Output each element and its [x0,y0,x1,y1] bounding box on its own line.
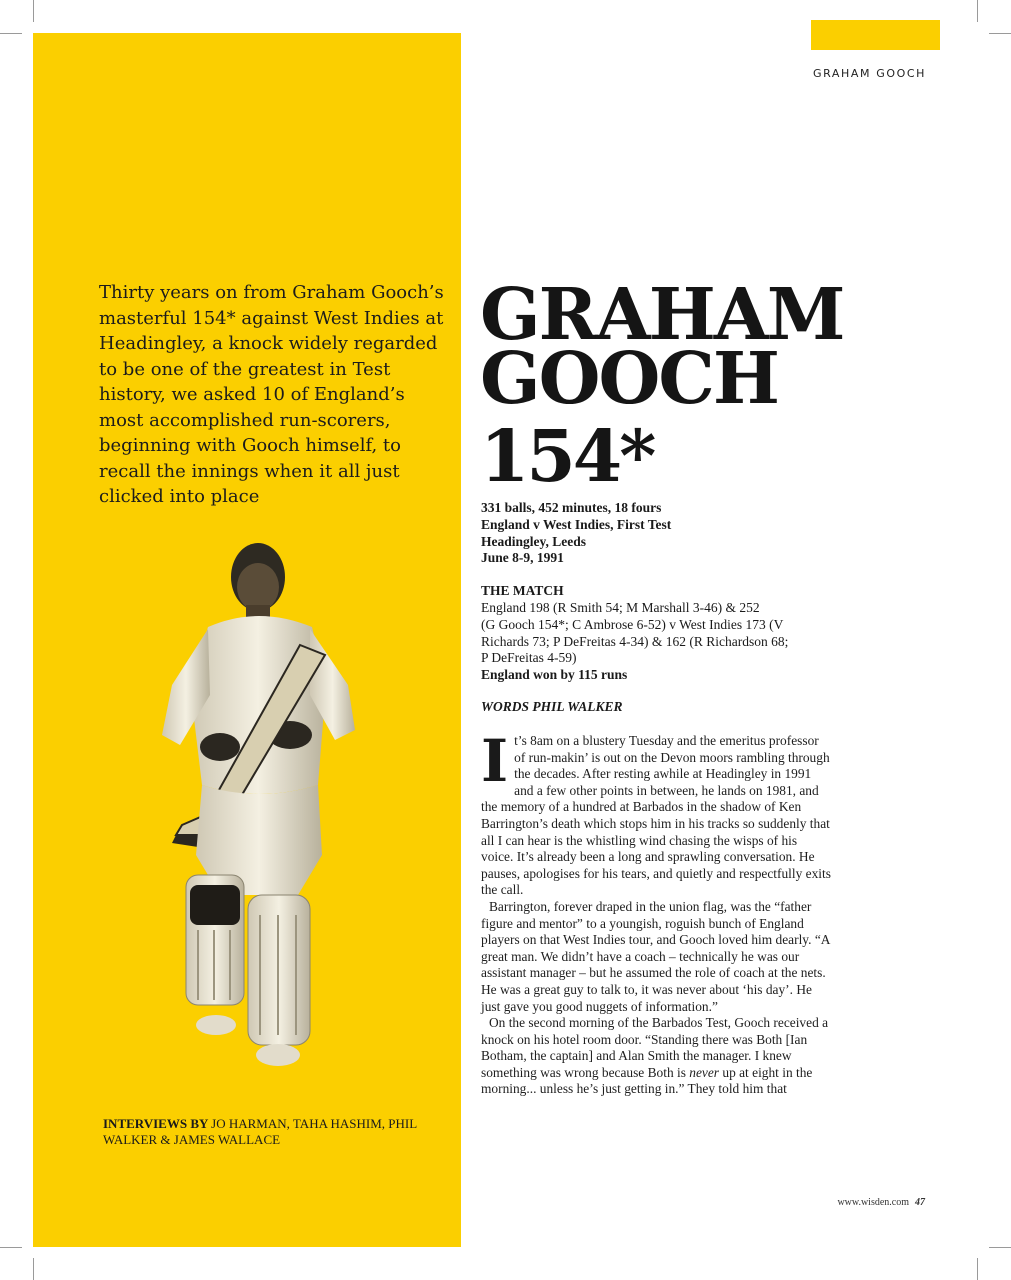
crop-mark [0,1247,22,1248]
headline-line-2: GOOCH [480,336,778,420]
stats-line: Headingley, Leeds [481,533,587,549]
stats-line: England v West Indies, First Test [481,516,672,532]
score-display: 154* [480,414,654,498]
innings-stats [481,500,671,567]
paragraph-text: up at eight in the morning... unless he’s just getting in.” They told him that [481,1064,813,1097]
drop-cap: I [481,727,509,795]
interview-credits [103,1116,423,1148]
section-tab [811,20,940,50]
crop-mark [977,0,978,22]
match-result: England won by 115 runs [481,667,628,683]
page-number: 47 [915,1197,925,1208]
match-line: England 198 (R Smith 54; M Marshall 3-46) & 252 [481,600,760,615]
credits-names: JO HARMAN, TAHA HASHIM, PHIL WALKER & JAMES WALLACE [103,1116,417,1147]
stats-line: 331 balls, 452 minutes, 18 fours [481,500,662,515]
emphasis: never [689,1064,720,1080]
paragraph-text: On the second morning of the Barbados Test, Gooch received a knock on his hotel room door. “Standing there was Both [Ian Botham, the captain] and Alan Smith the manager. I knew something was wrong because Both is [481,1015,829,1080]
paragraph [481,1015,831,1098]
crop-mark [0,33,22,34]
crop-mark [33,1258,34,1280]
folio [837,1197,925,1208]
match-heading: THE MATCH [481,583,564,598]
match-line: (G Gooch 154*; C Ambrose 6-52) v West Indies 173 (V [481,616,784,632]
headline [480,272,844,420]
paragraph: Barrington, forever draped in the union flag, was the “father figure and mentor” to a youngish, roguish bunch of England players on that West Indies tour, and Gooch loved him dearly. “A great man. We didn’t have a coach – technically he was our assistant manager – but he assumed the role of coach at the nets. He was a great guy to talk to, it was never about ‘his day’. He just gave you good nuggets of information.” [481,898,830,1014]
crop-mark [33,0,34,22]
running-head: GRAHAM GOOCH [812,67,926,80]
crop-mark [977,1258,978,1280]
credits-label: INTERVIEWS BY [103,1116,208,1131]
crop-mark [989,33,1011,34]
intro-standfirst: Thirty years on from Graham Gooch’s masterful 154* against West Indies at Headingley, a knock widely regarded to be one of the greatest in Test history, we asked 10 of England’s most accomplished run-scorers, beginning with Gooch himself, to recall the innings when it all just clicked into place [99,282,444,507]
paragraph: t’s 8am on a blustery Tuesday and the emeritus professor of run-makin’ is out on the Devon moors rambling through the decades. After resting awhile at Headingley in 1991 and a few other points in between, he lands on 1981, and the memory of a hundred at Barbados in the shadow of Ken Barrington’s death which stops him in his tracks so suddenly that all I can hear is the whistling wind chasing the wisps of his voice. It’s already been a long and sprawling conversation. He pauses, apologises for his tears, and quietly and respectfully exits the call. [481,733,831,898]
stats-line: June 8-9, 1991 [481,550,564,566]
article-body [481,727,831,1098]
match-line: P DeFreitas 4-59) [481,650,577,666]
match-line: Richards 73; P DeFreitas 4-34) & 162 (R Richardson 68; [481,633,789,649]
player-photo [150,535,365,1070]
website-link[interactable]: www.wisden.com [837,1197,909,1208]
headline-line-1: GRAHAM [480,272,844,356]
crop-mark [989,1247,1011,1248]
byline: WORDS PHIL WALKER [481,699,623,714]
match-scorecard [481,600,831,684]
